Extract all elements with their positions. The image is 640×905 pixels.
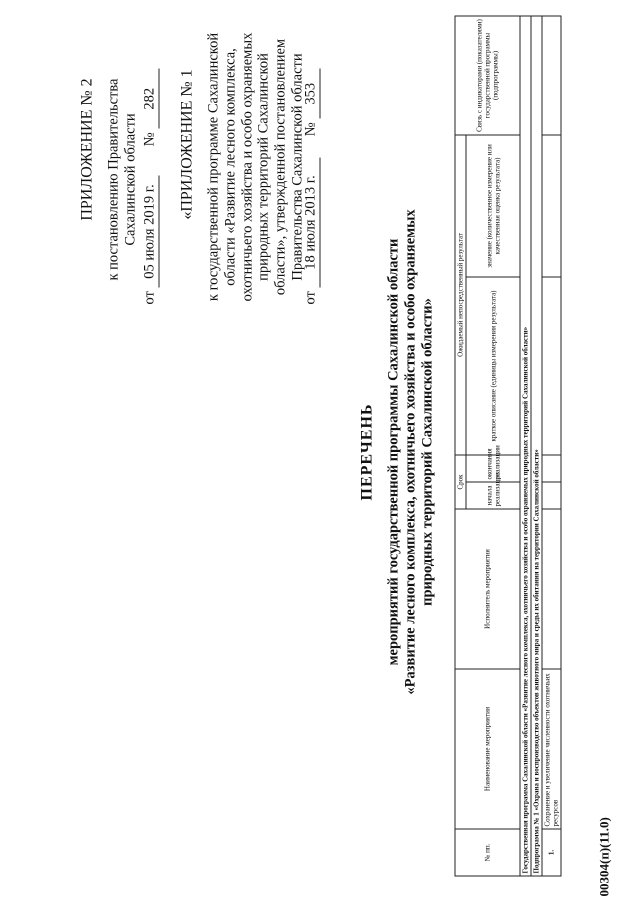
document-code: 00304(п)(11.0) — [596, 817, 612, 897]
subtitle-line: «Развитие лесного комплекса, охотничьего хозяйства и особо охраняемых — [402, 209, 419, 695]
appendix1-date: 18 июля 2013 г. — [303, 157, 321, 287]
number-label: № — [141, 132, 158, 147]
appendix1-ref-line: Правительства Сахалинской области — [289, 53, 306, 281]
item-short-desc — [542, 277, 561, 455]
date-prefix: от — [302, 291, 319, 305]
appendix1-ref-line: природных территорий Сахалинской — [255, 53, 272, 281]
item-link — [542, 16, 561, 135]
subprogram-row — [531, 16, 542, 876]
header-short-desc: краткое описание (единицы измерения результата) — [466, 277, 520, 455]
appendix2-ref-line: Сахалинской области — [122, 113, 139, 246]
appendix2-reference — [106, 55, 141, 305]
measures-table — [455, 15, 562, 876]
appendix1-ref-line: области», утвержденной постановлением — [272, 38, 289, 296]
appendix1-number: 353 — [303, 69, 321, 119]
appendix1-date-line — [303, 45, 321, 305]
header-term: Срок — [455, 455, 466, 509]
appendix2-date-line — [142, 45, 160, 305]
appendix1-reference — [206, 30, 307, 305]
appendix2-title: ПРИЛОЖЕНИЕ № 2 — [78, 78, 96, 221]
header-name: Наименование мероприятия — [455, 669, 520, 829]
subtitle-line: мероприятий государственной программы Сахалинской области — [385, 238, 402, 666]
appendix1-title: «ПРИЛОЖЕНИЕ № 1 — [178, 69, 196, 220]
item-term-end — [542, 455, 561, 482]
appendix1-ref-line: области «Развитие лесного комплекса, — [222, 48, 239, 286]
item-name: Сохранение и увеличение численности охотничьих ресурсов — [542, 669, 561, 829]
item-term-start — [542, 482, 561, 509]
table-row — [542, 16, 561, 876]
header-expected: Ожидаемый непосредственный результат — [455, 135, 466, 455]
document-subtitle — [386, 0, 436, 905]
number-label: № — [302, 122, 319, 137]
appendix1-ref-line: охотничьего хозяйства и особо охраняемых — [239, 32, 256, 302]
item-executor — [542, 509, 561, 669]
header-term-start: начала реализации — [466, 482, 520, 509]
item-num: 1. — [542, 829, 561, 876]
document-title: ПЕРЕЧЕНЬ — [358, 403, 376, 501]
header-row — [455, 16, 466, 876]
subtitle-line: природных территорий Сахалинской области» — [419, 298, 436, 606]
appendix1-ref-line: к государственной программе Сахалинской — [205, 32, 222, 302]
header-num: № пп. — [455, 829, 520, 876]
item-value — [542, 135, 561, 277]
document-sheet — [1, 0, 640, 905]
appendix2-number: 282 — [142, 69, 160, 129]
subprogram-cell: Подпрограмма № 1 «Охрана и воспроизводство объектов животного мира и среды их обитания на территории Сахалинской области» — [531, 16, 542, 876]
date-prefix: от — [141, 291, 158, 305]
header-value: значение (количественное измерение или качественная оценка результата) — [466, 135, 520, 277]
header-executor: Исполнитель мероприятия — [455, 509, 520, 669]
header-link: Связь с индикаторами (показателями) государственной программы (подпрограммы) — [455, 16, 520, 135]
appendix2-ref-line: к постановлению Правительства — [105, 78, 122, 281]
appendix2-date: 05 июля 2019 г. — [142, 175, 160, 287]
program-cell: Государственная программа Сахалинской области «Развитие лесного комплекса, охотничьего хозяйства и особо охраняемых природных территорий Сахалинской области» — [520, 16, 531, 876]
header-term-end: окончания реализации — [466, 455, 520, 482]
program-row — [520, 16, 531, 876]
